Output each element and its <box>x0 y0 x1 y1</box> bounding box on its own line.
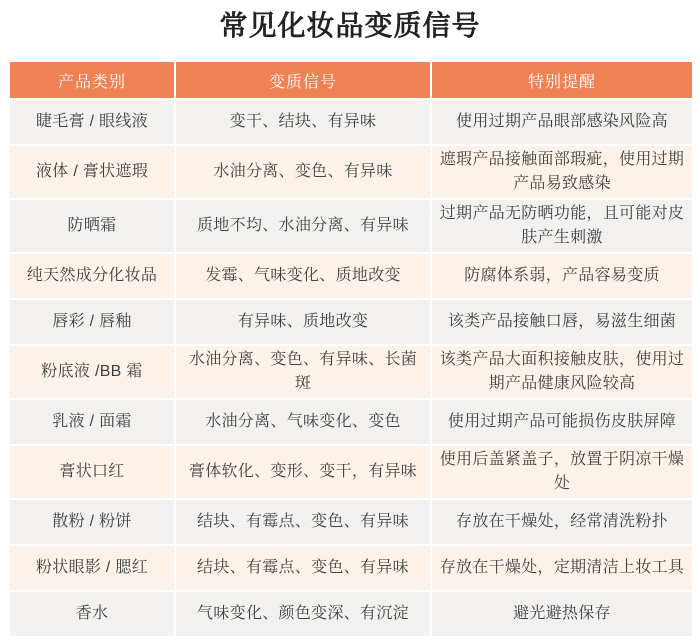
cell-reminder: 存放在干燥处，经常清洗粉扑 <box>432 500 692 544</box>
table-row <box>10 546 692 590</box>
cell-reminder: 存放在干燥处，定期清洁上妆工具 <box>432 546 692 590</box>
cell-signals: 结块、有霉点、变色、有异味 <box>176 546 430 590</box>
cell-reminder: 避光避热保存 <box>432 592 692 636</box>
cell-reminder: 过期产品无防晒功能，且可能对皮肤产生刺激 <box>432 200 692 252</box>
table-row <box>10 446 692 498</box>
cell-category: 乳液 / 面霜 <box>10 400 174 444</box>
table-row <box>10 400 692 444</box>
page-title: 常见化妆品变质信号 <box>219 10 481 41</box>
cell-category: 唇彩 / 唇釉 <box>10 300 174 344</box>
cell-category: 粉底液 /BB 霜 <box>10 346 174 398</box>
cell-signals: 变干、结块、有异味 <box>176 100 430 144</box>
table-row <box>10 300 692 344</box>
table-row <box>10 100 692 144</box>
cell-signals: 质地不均、水油分离、有异味 <box>176 200 430 252</box>
cell-signals: 膏体软化、变形、变干，有异味 <box>176 446 430 498</box>
cell-reminder: 使用过期产品可能损伤皮肤屏障 <box>432 400 692 444</box>
table-row <box>10 254 692 298</box>
cell-signals: 发霉、气味变化、质地改变 <box>176 254 430 298</box>
cell-category: 液体 / 膏状遮瑕 <box>10 146 174 198</box>
table-row <box>10 592 692 636</box>
cell-signals: 水油分离、气味变化、变色 <box>176 400 430 444</box>
table-row <box>10 200 692 252</box>
column-header-signals: 变质信号 <box>176 62 430 98</box>
column-header-category: 产品类别 <box>10 62 174 98</box>
cell-signals: 结块、有霉点、变色、有异味 <box>176 500 430 544</box>
cell-category: 防晒霜 <box>10 200 174 252</box>
table-body <box>10 100 692 636</box>
table-row <box>10 346 692 398</box>
cosmetics-deterioration-table <box>8 60 694 638</box>
cell-reminder: 该类产品大面积接触皮肤，使用过期产品健康风险较高 <box>432 346 692 398</box>
cell-category: 香水 <box>10 592 174 636</box>
cell-category: 散粉 / 粉饼 <box>10 500 174 544</box>
table-row <box>10 500 692 544</box>
column-header-reminder: 特别提醒 <box>432 62 692 98</box>
cell-signals: 气味变化、颜色变深、有沉淀 <box>176 592 430 636</box>
cell-category: 纯天然成分化妆品 <box>10 254 174 298</box>
table-row <box>10 146 692 198</box>
cell-reminder: 防腐体系弱，产品容易变质 <box>432 254 692 298</box>
header-row <box>10 62 692 98</box>
cell-signals: 水油分离、变色、有异味、长菌斑 <box>176 346 430 398</box>
cell-category: 睫毛膏 / 眼线液 <box>10 100 174 144</box>
cell-signals: 水油分离、变色、有异味 <box>176 146 430 198</box>
cell-reminder: 该类产品接触口唇，易滋生细菌 <box>432 300 692 344</box>
cell-signals: 有异味、质地改变 <box>176 300 430 344</box>
cell-reminder: 使用后盖紧盖子，放置于阴凉干燥处 <box>432 446 692 498</box>
cell-category: 膏状口红 <box>10 446 174 498</box>
cell-reminder: 遮瑕产品接触面部瑕疵，使用过期产品易致感染 <box>432 146 692 198</box>
cell-category: 粉状眼影 / 腮红 <box>10 546 174 590</box>
cell-reminder: 使用过期产品眼部感染风险高 <box>432 100 692 144</box>
table-header <box>10 62 692 98</box>
